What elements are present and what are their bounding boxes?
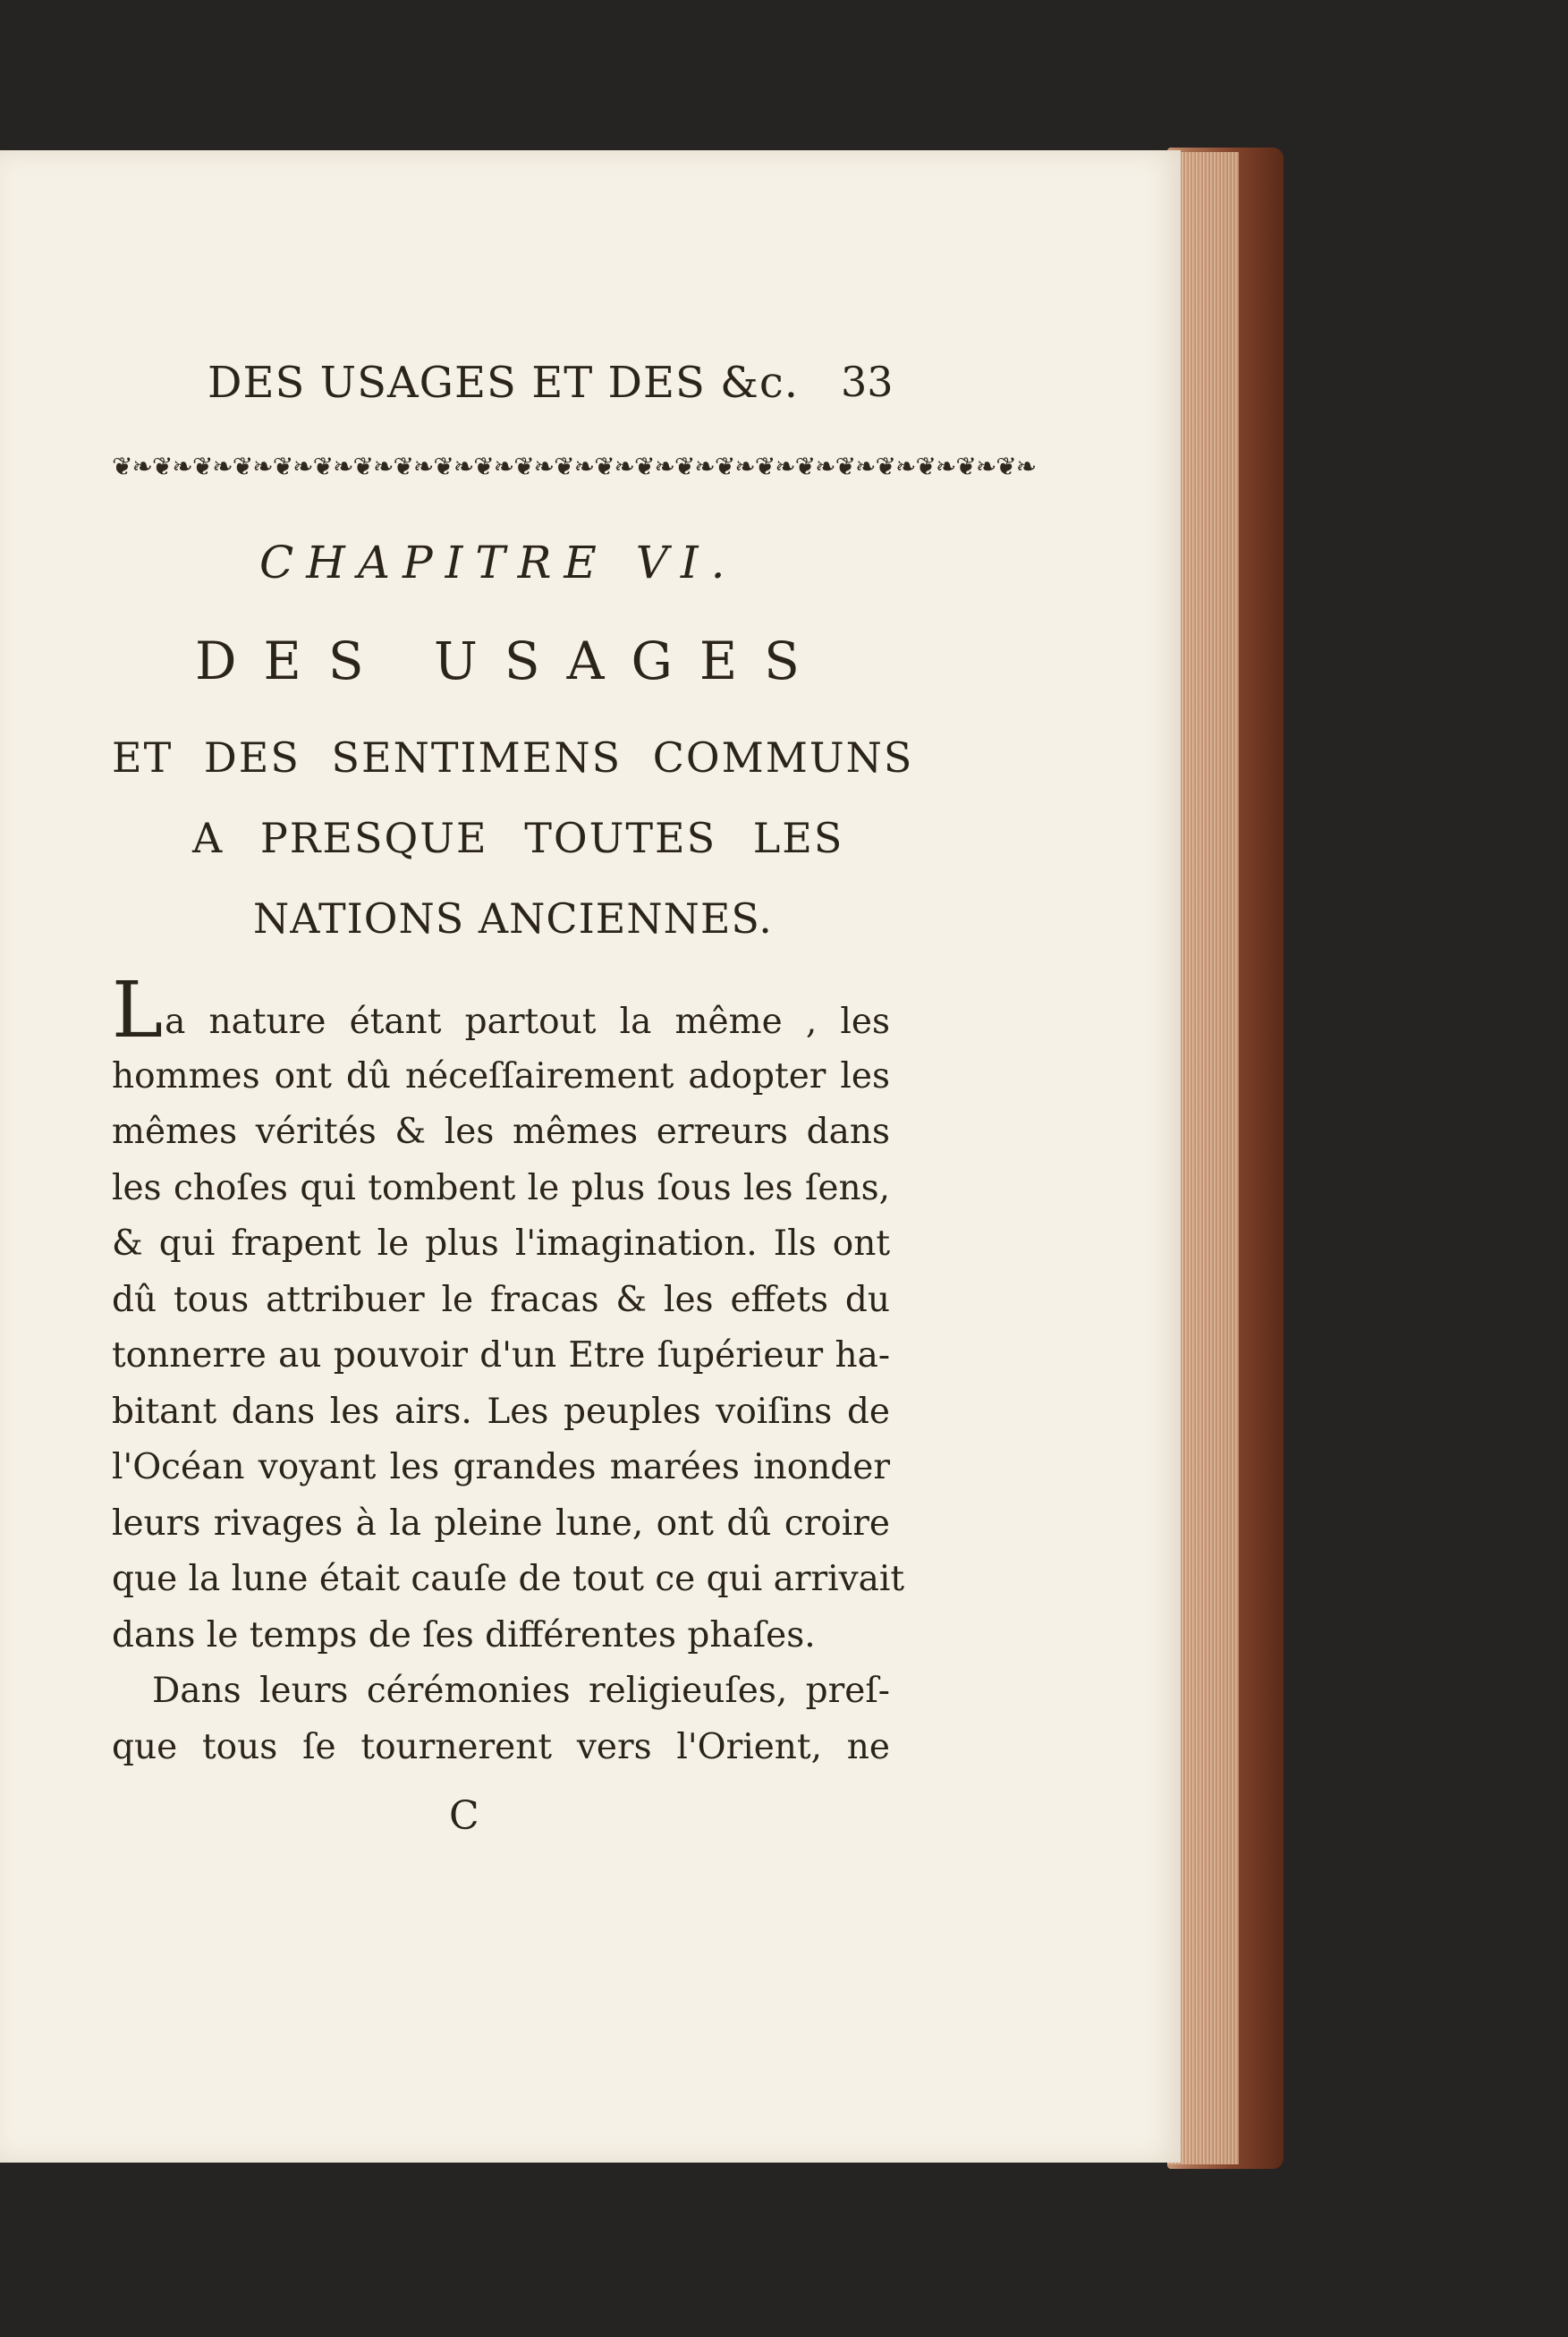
text-line: leurs rivages à la pleine lune, ont dû croire [112, 1503, 890, 1544]
running-head-title: DES USAGES ET DES &c. [208, 358, 800, 408]
text-line: & qui frapent le plus l'imagination. Ils ont [112, 1224, 890, 1264]
text-line: mêmes vérités & les mêmes erreurs dans [112, 1112, 890, 1152]
text-line: les choſes qui tombent le plus ſous les ſens, [112, 1167, 890, 1208]
text-line: bitant dans les airs. Les peuples voiſins de [112, 1391, 890, 1432]
chapter-title-line: A PRESQUE TOUTES LES [192, 814, 844, 862]
text-line: que la lune était cauſe de tout ce qui arrivait [112, 1559, 905, 1599]
text-line: l'Océan voyant les grandes marées inonder [112, 1447, 890, 1487]
text-line-content: a nature étant partout la même , les [165, 1002, 890, 1042]
text-line: tonnerre au pouvoir d'un Etre ſupérieur ha- [112, 1335, 890, 1376]
chapter-label: CHAPITRE VI. [259, 537, 738, 588]
text-line: dû tous attribuer le fracas & les effets du [112, 1279, 890, 1320]
ornamental-border: ❦❧❦❧❦❧❦❧❦❧❦❧❦❧❦❧❦❧❦❧❦❧❦❧❦❧❦❧❦❧❦❧❦❧❦❧❦❧❦❧❦❧❦❧❦❧ [112, 452, 1037, 481]
text-line: dans le temps de ſes différentes phaſes. [112, 1614, 816, 1655]
signature-mark: C [449, 1793, 479, 1839]
chapter-title-line: ET DES SENTIMENS COMMUNS [112, 733, 914, 782]
chapter-title-line: DES USAGES [195, 631, 826, 691]
body-text [112, 966, 905, 1775]
chapter-title-line: NATIONS ANCIENNES. [253, 894, 773, 943]
text-line: que tous ſe tournerent vers l'Orient, ne [112, 1726, 890, 1767]
text-line: hommes ont dû néceſſairement adopter les [112, 1055, 890, 1097]
text-line [112, 966, 890, 1055]
drop-cap: L [112, 966, 164, 1055]
text-line: Dans leurs cérémonies religieuſes, preſ- [152, 1671, 890, 1711]
page-number: 33 [841, 358, 894, 406]
